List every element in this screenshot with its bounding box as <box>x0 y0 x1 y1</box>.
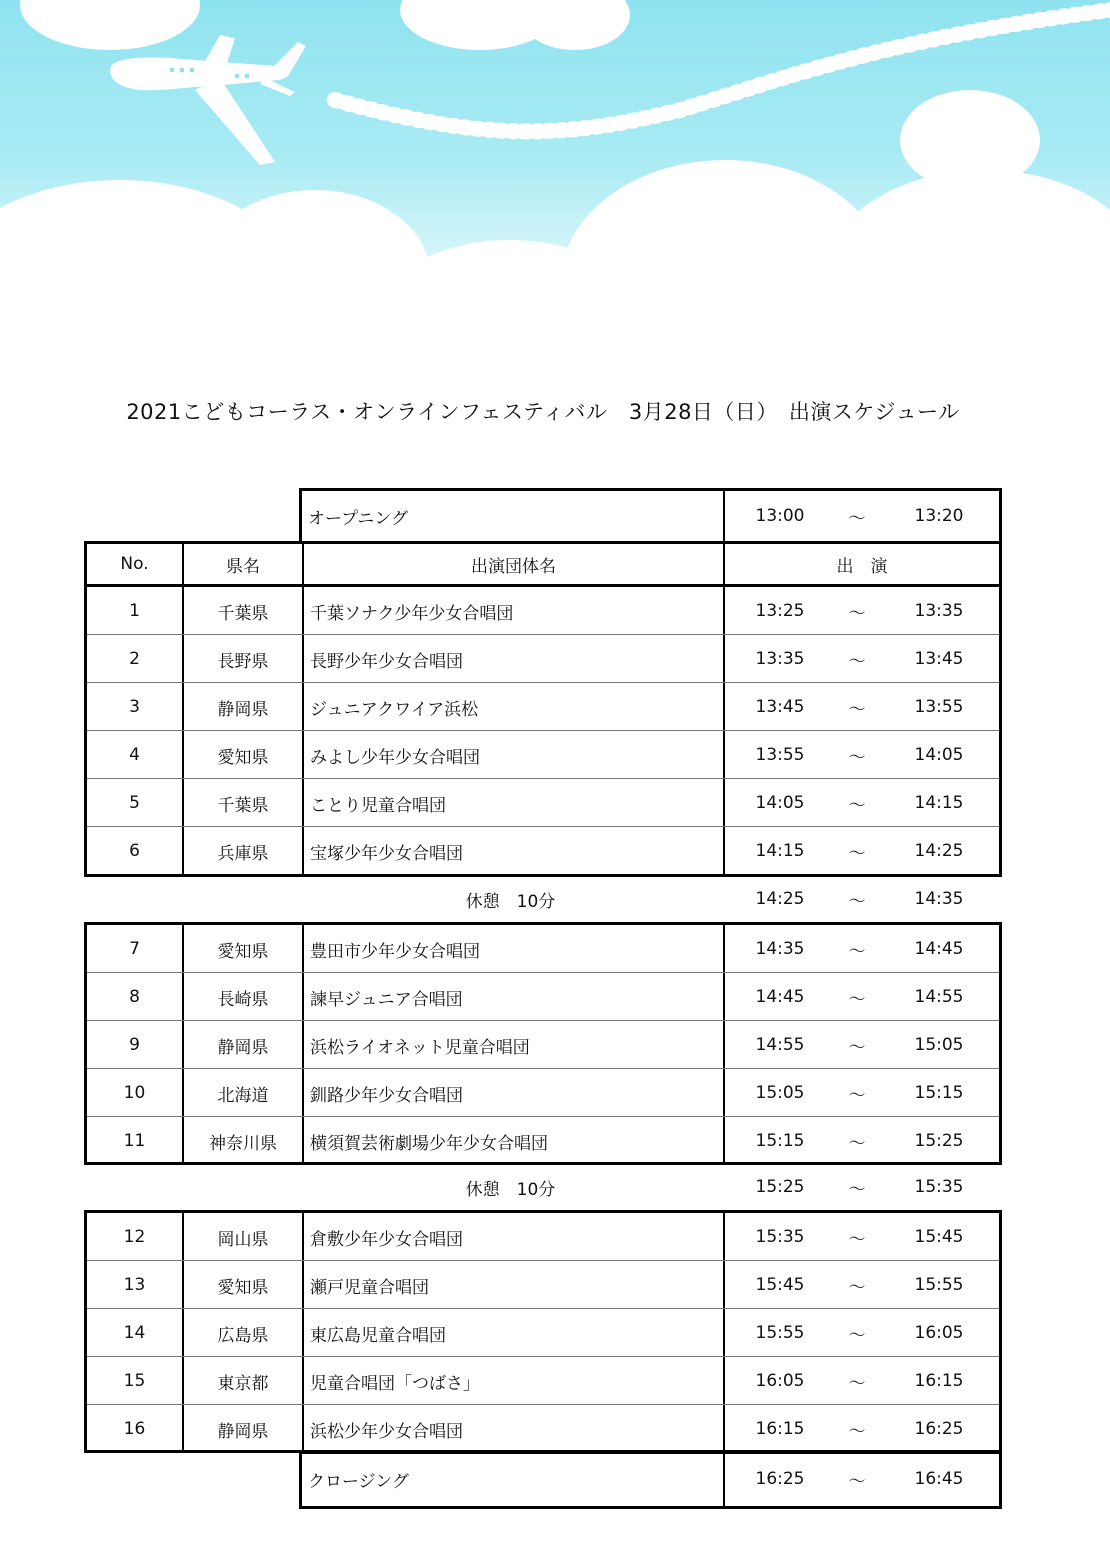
row-end: 16:05 <box>914 1323 964 1343</box>
schedule-block-1 <box>84 584 1002 877</box>
row-end: 15:25 <box>914 1131 964 1151</box>
row-no: 8 <box>129 987 140 1007</box>
row-sep: ～ <box>848 989 866 1010</box>
table-row <box>87 731 999 779</box>
table-header <box>84 541 1002 587</box>
break-label: 休憩 10分 <box>465 891 556 912</box>
row-no: 3 <box>129 697 140 717</box>
closing-end: 16:45 <box>914 1469 964 1489</box>
header-group: 出演団体名 <box>471 556 556 577</box>
row-no: 14 <box>123 1323 146 1343</box>
row-no: 12 <box>123 1227 146 1247</box>
opening-end: 13:20 <box>914 506 964 526</box>
row-pref: 静岡県 <box>217 699 269 720</box>
row-sep: ～ <box>848 1133 866 1154</box>
row-start: 15:05 <box>755 1083 805 1103</box>
row-end: 13:35 <box>914 601 964 621</box>
row-end: 14:05 <box>914 745 964 765</box>
row-pref: 千葉県 <box>217 795 269 816</box>
row-start: 14:55 <box>755 1035 805 1055</box>
row-end: 15:45 <box>914 1227 964 1247</box>
row-pref: 愛知県 <box>217 941 269 962</box>
row-start: 15:15 <box>755 1131 805 1151</box>
table-row <box>87 827 999 875</box>
break-start: 15:25 <box>755 1177 805 1197</box>
row-group: 横須賀芸術劇場少年少女合唱団 <box>310 1133 548 1154</box>
row-no: 5 <box>129 793 140 813</box>
table-row <box>87 779 999 827</box>
row-pref: 広島県 <box>217 1325 269 1346</box>
row-no: 10 <box>123 1083 146 1103</box>
row-group: 児童合唱団「つばさ」 <box>310 1373 480 1394</box>
row-group: 釧路少年少女合唱団 <box>310 1085 463 1106</box>
opening-label: オープニング <box>308 508 408 529</box>
row-start: 13:35 <box>755 649 805 669</box>
row-sep: ～ <box>848 941 866 962</box>
row-group: 千葉ソナク少年少女合唱団 <box>310 603 514 624</box>
break-sep: ～ <box>848 1179 866 1200</box>
row-end: 15:55 <box>914 1275 964 1295</box>
row-group: 長野少年少女合唱団 <box>310 651 463 672</box>
row-pref: 岡山県 <box>217 1229 269 1250</box>
opening-row <box>299 488 1002 544</box>
row-pref: 千葉県 <box>217 603 269 624</box>
break-label: 休憩 10分 <box>465 1179 556 1200</box>
row-group: 豊田市少年少女合唱団 <box>310 941 480 962</box>
row-pref: 兵庫県 <box>217 843 269 864</box>
closing-label: クロージング <box>308 1471 409 1492</box>
row-start: 14:05 <box>755 793 805 813</box>
opening-start: 13:00 <box>755 506 805 526</box>
row-end: 13:45 <box>914 649 964 669</box>
row-end: 14:15 <box>914 793 964 813</box>
header-no: No. <box>120 554 149 574</box>
row-pref: 愛知県 <box>217 1277 269 1298</box>
closing-row <box>299 1451 1002 1509</box>
row-pref: 静岡県 <box>217 1421 269 1442</box>
row-pref: 長崎県 <box>217 989 269 1010</box>
closing-start: 16:25 <box>755 1469 805 1489</box>
row-start: 14:15 <box>755 841 805 861</box>
row-group: 東広島児童合唱団 <box>310 1325 446 1346</box>
row-sep: ～ <box>848 1421 866 1442</box>
row-start: 16:05 <box>755 1371 805 1391</box>
table-row <box>87 925 999 973</box>
row-no: 11 <box>123 1131 146 1151</box>
row-pref: 静岡県 <box>217 1037 269 1058</box>
table-row <box>87 1117 999 1165</box>
schedule-block-3 <box>84 1210 1002 1453</box>
row-end: 14:25 <box>914 841 964 861</box>
row-pref: 北海道 <box>217 1085 269 1106</box>
opening-sep: ～ <box>848 508 866 529</box>
row-start: 15:55 <box>755 1323 805 1343</box>
row-end: 14:55 <box>914 987 964 1007</box>
row-start: 14:35 <box>755 939 805 959</box>
row-start: 13:25 <box>755 601 805 621</box>
row-sep: ～ <box>848 1037 866 1058</box>
table-row <box>87 635 999 683</box>
row-no: 7 <box>129 939 140 959</box>
row-sep: ～ <box>848 651 866 672</box>
row-end: 14:45 <box>914 939 964 959</box>
sky-header-illustration <box>0 0 1110 350</box>
row-group: 宝塚少年少女合唱団 <box>310 843 463 864</box>
row-no: 6 <box>129 841 140 861</box>
row-no: 9 <box>129 1035 140 1055</box>
table-row <box>87 587 999 635</box>
row-sep: ～ <box>848 699 866 720</box>
break-end: 15:35 <box>914 1177 964 1197</box>
header-perf: 出 演 <box>836 556 888 577</box>
row-end: 16:15 <box>914 1371 964 1391</box>
row-start: 13:45 <box>755 697 805 717</box>
table-row <box>87 1021 999 1069</box>
row-start: 16:15 <box>755 1419 805 1439</box>
row-group: 瀬戸児童合唱団 <box>310 1277 429 1298</box>
row-pref: 長野県 <box>217 651 269 672</box>
row-group: ことり児童合唱団 <box>310 795 446 816</box>
row-start: 14:45 <box>755 987 805 1007</box>
airplane-icon <box>100 30 320 180</box>
row-no: 1 <box>129 601 140 621</box>
row-start: 15:45 <box>755 1275 805 1295</box>
row-group: 諫早ジュニア合唱団 <box>310 989 463 1010</box>
row-pref: 東京都 <box>217 1373 269 1394</box>
row-sep: ～ <box>848 1277 866 1298</box>
row-sep: ～ <box>848 1325 866 1346</box>
row-no: 4 <box>129 745 140 765</box>
table-row <box>87 683 999 731</box>
row-sep: ～ <box>848 795 866 816</box>
row-end: 16:25 <box>914 1419 964 1439</box>
break-end: 14:35 <box>914 889 964 909</box>
row-start: 13:55 <box>755 745 805 765</box>
table-row <box>87 1261 999 1309</box>
break-row <box>84 1163 1002 1211</box>
break-start: 14:25 <box>755 889 805 909</box>
row-sep: ～ <box>848 603 866 624</box>
closing-sep: ～ <box>848 1471 866 1492</box>
row-sep: ～ <box>848 843 866 864</box>
row-end: 15:15 <box>914 1083 964 1103</box>
row-no: 13 <box>123 1275 146 1295</box>
row-pref: 神奈川県 <box>209 1133 277 1154</box>
header-pref: 県名 <box>226 556 260 577</box>
table-row <box>87 1069 999 1117</box>
row-sep: ～ <box>848 1229 866 1250</box>
table-row <box>87 1213 999 1261</box>
row-start: 15:35 <box>755 1227 805 1247</box>
row-group: 浜松ライオネット児童合唱団 <box>310 1037 530 1058</box>
table-row <box>87 973 999 1021</box>
row-no: 15 <box>123 1371 146 1391</box>
table-row <box>87 1357 999 1405</box>
row-group: ジュニアクワイア浜松 <box>310 699 479 720</box>
row-no: 2 <box>129 649 140 669</box>
row-group: みよし少年少女合唱団 <box>310 747 480 768</box>
schedule-block-2 <box>84 922 1002 1165</box>
row-sep: ～ <box>848 1373 866 1394</box>
row-group: 浜松少年少女合唱団 <box>310 1421 463 1442</box>
row-sep: ～ <box>848 747 866 768</box>
row-sep: ～ <box>848 1085 866 1106</box>
page-title: 2021こどもコーラス・オンラインフェスティバル 3月28日（日） 出演スケジュール <box>126 400 960 424</box>
break-row <box>84 875 1002 923</box>
break-sep: ～ <box>848 891 866 912</box>
row-pref: 愛知県 <box>217 747 269 768</box>
row-group: 倉敷少年少女合唱団 <box>310 1229 463 1250</box>
table-row <box>87 1405 999 1453</box>
row-end: 13:55 <box>914 697 964 717</box>
table-row <box>87 1309 999 1357</box>
row-no: 16 <box>123 1419 146 1439</box>
row-end: 15:05 <box>914 1035 964 1055</box>
